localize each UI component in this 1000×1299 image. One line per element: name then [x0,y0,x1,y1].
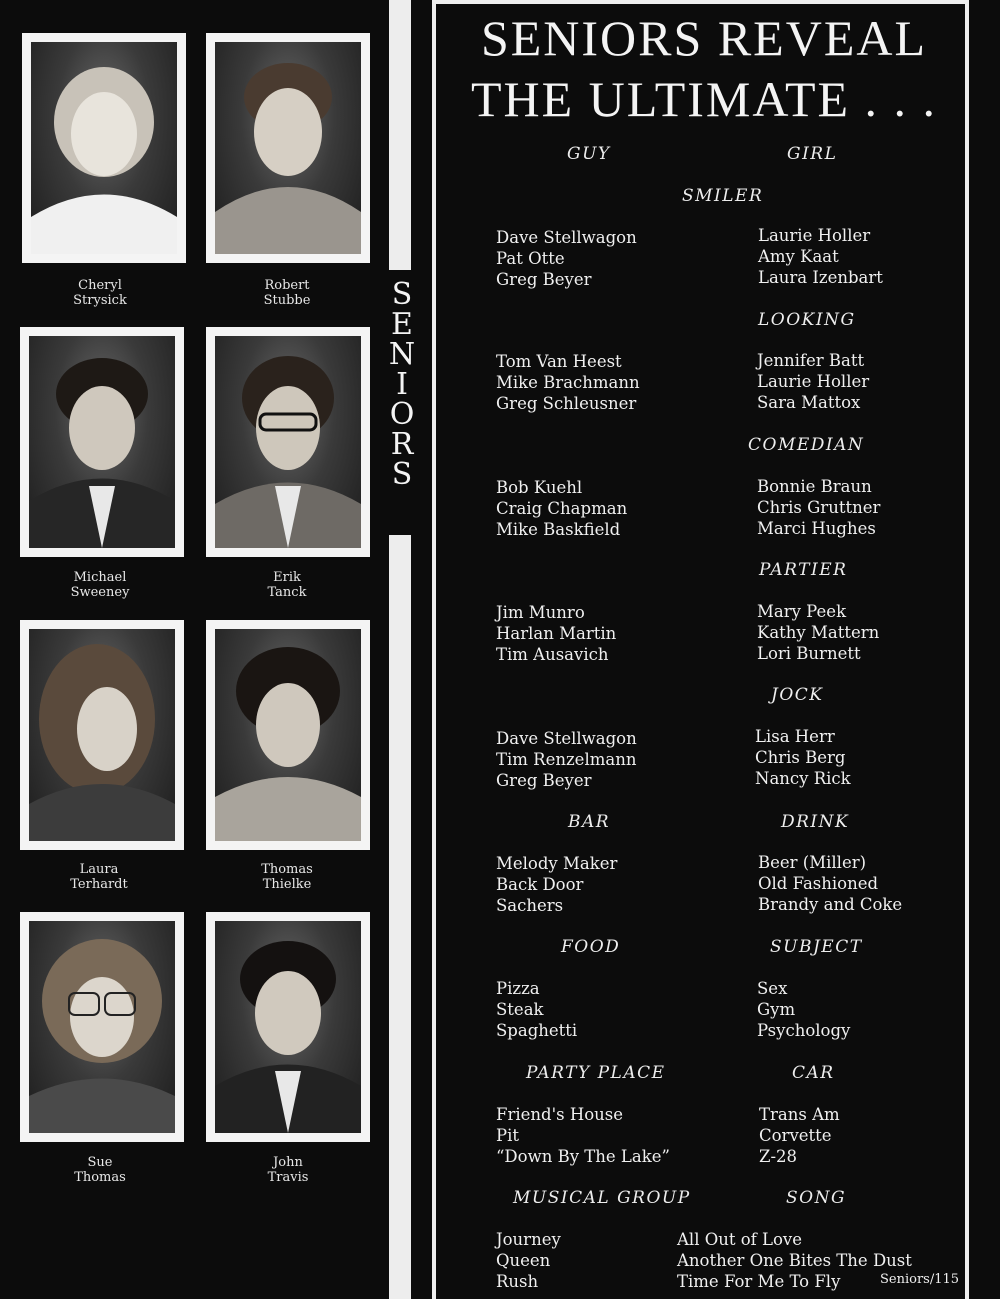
list-item: Old Fashioned [758,874,879,893]
list-item: Kathy Mattern [757,623,880,642]
list-item: Melody Maker [496,854,618,873]
side-label [388,277,416,492]
first-name: Erik [273,570,301,585]
list-item: Laurie Holler [757,372,870,391]
divider-upper [389,0,411,270]
portrait-photo [22,33,186,263]
first-name: Laura [79,862,119,877]
portrait-silhouette [29,629,175,841]
category-title: SONG [786,1188,847,1208]
list-item: Dave Stellwagon [496,729,637,748]
portrait-photo [206,912,370,1142]
list-item: Z-28 [759,1147,798,1166]
drink-list [758,852,902,915]
list-item: Corvette [759,1126,832,1145]
category-title: JOCK [771,685,824,705]
portrait-caption [14,862,184,892]
portrait-caption [202,862,372,892]
category-title: LOOKING [758,310,856,330]
list-item: Rush [496,1272,539,1291]
list-item: Jim Munro [496,603,585,622]
list-item: Chris Gruttner [757,498,881,517]
portrait-silhouette [31,42,177,254]
list-item: Brandy and Coke [758,895,903,914]
list-item: Lori Burnett [757,644,861,663]
list-item: Time For Me To Fly [677,1272,841,1291]
portrait-photo [20,620,184,850]
category-title: COMEDIAN [748,435,865,455]
portrait-silhouette [29,336,175,548]
subject-list [757,978,850,1041]
list-item: Mike Brachmann [496,373,640,392]
guy-list [496,477,627,540]
category-title: SMILER [682,186,764,206]
guy-list [496,351,640,414]
list-item: Marci Hughes [757,519,876,538]
list-item: Gym [757,1000,796,1019]
list-item: Friend's House [496,1105,623,1124]
food-list [496,978,577,1041]
portrait-silhouette [215,42,361,254]
girl-list [758,225,883,288]
list-item: Tim Ausavich [496,645,609,664]
category-title: MUSICAL GROUP [513,1188,691,1208]
first-name: Michael [73,570,127,585]
list-item: Dave Stellwagon [496,228,637,247]
list-item: “Down By The Lake” [496,1147,670,1166]
category-title: PARTY PLACE [526,1063,666,1083]
list-item: Spaghetti [496,1021,578,1040]
list-item: Laura Izenbart [758,268,883,287]
last-name: Terhardt [70,877,128,892]
portrait-caption [203,1155,373,1185]
list-item: Greg Beyer [496,270,592,289]
headline-line-1: SENIORS REVEAL [480,10,928,66]
list-item: Harlan Martin [496,624,617,643]
last-name: Thomas [74,1170,126,1185]
girl-list [757,350,869,413]
column-head-girl: GIRL [787,144,838,164]
category-title: FOOD [561,937,621,957]
car-list [759,1104,840,1167]
portrait-caption [15,570,185,600]
last-name: Strysick [73,293,127,308]
guy-list [496,602,616,665]
portrait-silhouette [215,629,361,841]
list-item: Mike Baskfield [496,520,621,539]
list-item: Greg Beyer [496,771,592,790]
first-name: Thomas [261,862,313,877]
portrait-photo [206,33,370,263]
first-name: John [273,1155,303,1170]
list-item: Pat Otte [496,249,565,268]
party-place-list [496,1104,670,1167]
portrait-silhouette [29,921,175,1133]
last-name: Thielke [262,877,312,892]
bar-list [496,853,617,916]
list-item: Sara Mattox [757,393,861,412]
list-item: Jennifer Batt [757,351,865,370]
list-item: Tom Van Heest [496,352,622,371]
portrait-photo [206,327,370,557]
headline-line-2: THE ULTIMATE . . . [470,71,938,127]
last-name: Stubbe [263,293,311,308]
side-letter: S [391,277,413,312]
portrait-caption [202,570,372,600]
side-letter: I [396,367,408,402]
category-title: DRINK [781,812,850,832]
list-item: Journey [496,1230,561,1249]
list-item: Another One Bites The Dust [677,1251,912,1270]
portrait-photo [20,327,184,557]
list-item: Chris Berg [755,748,846,767]
list-item: Bob Kuehl [496,478,583,497]
portrait-caption [202,278,372,308]
category-title: BAR [568,812,611,832]
list-item: Pizza [496,979,540,998]
list-item: Greg Schleusner [496,394,637,413]
category-title: CAR [792,1063,835,1083]
side-letter: E [391,307,413,342]
list-item: Bonnie Braun [757,477,872,496]
list-item: Lisa Herr [755,727,835,746]
list-item: Queen [496,1251,551,1270]
last-name: Tanck [267,585,307,600]
first-name: Robert [264,278,310,293]
category-title: SUBJECT [770,937,863,957]
guy-list [496,227,637,290]
girl-list [757,476,880,539]
list-item: Tim Renzelmann [496,750,637,769]
list-item: Trans Am [759,1105,840,1124]
musical-group-list [496,1229,561,1292]
portrait-photo [206,620,370,850]
portrait-silhouette [215,921,361,1133]
portrait-caption [15,278,185,308]
page-number: Seniors/115 [880,1272,960,1287]
list-item: Back Door [496,875,584,894]
portrait-silhouette [215,336,361,548]
list-item: Sex [757,979,788,998]
list-item: Beer (Miller) [758,853,867,872]
song-list [677,1229,912,1292]
first-name: Cheryl [78,278,122,293]
last-name: Sweeney [70,585,130,600]
guy-list [496,728,637,791]
side-letter: S [391,457,413,492]
list-item: Mary Peek [757,602,847,621]
column-head-guy: GUY [567,144,611,164]
list-item: Laurie Holler [758,226,871,245]
list-item: All Out of Love [677,1230,803,1249]
list-item: Steak [496,1000,544,1019]
list-item: Amy Kaat [758,247,839,266]
list-item: Nancy Rick [755,769,851,788]
last-name: Travis [267,1170,309,1185]
category-title: PARTIER [759,560,848,580]
list-item: Craig Chapman [496,499,628,518]
side-letter: N [388,337,416,372]
first-name: Sue [87,1155,113,1170]
portrait-caption [15,1155,185,1185]
list-item: Pit [496,1126,520,1145]
girl-list [757,601,879,664]
side-letter: O [389,397,415,432]
list-item: Sachers [496,896,564,915]
girl-list [755,726,851,789]
portrait-photo [20,912,184,1142]
list-item: Psychology [757,1021,851,1040]
side-letter: R [390,427,414,462]
divider-lower [389,535,411,1299]
